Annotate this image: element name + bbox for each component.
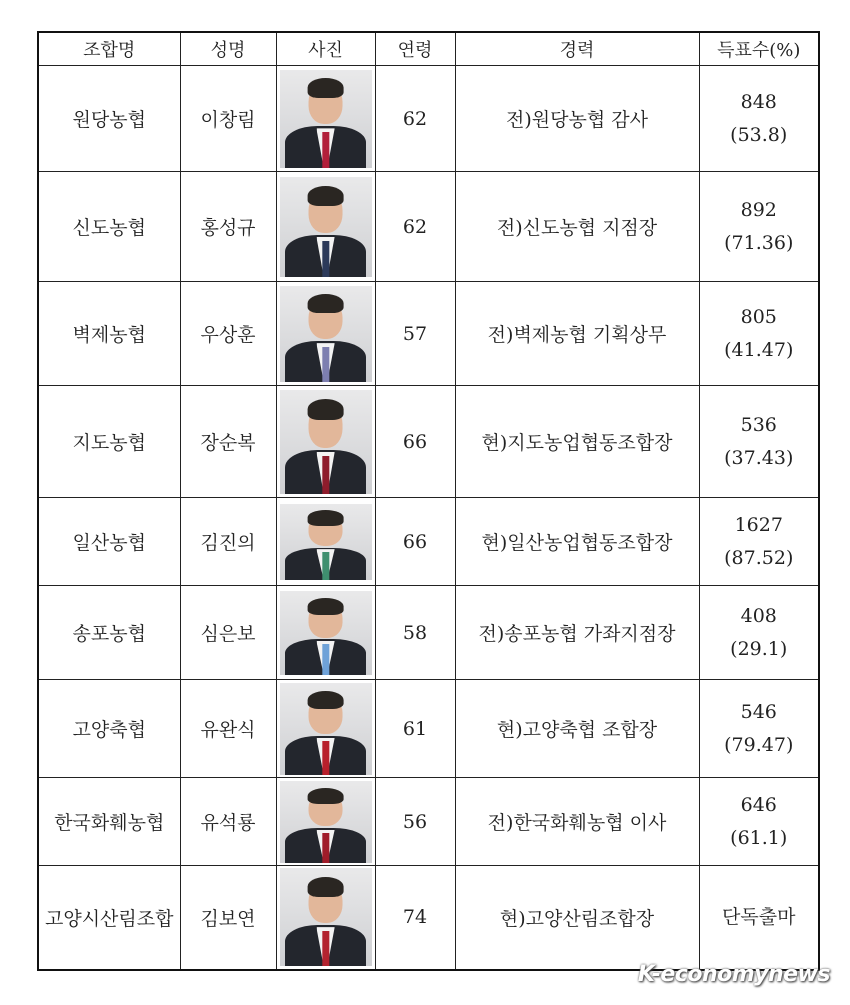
union-name: 벽제농협 [38, 282, 180, 386]
vote-percent: (41.47) [724, 338, 794, 361]
photo-cell [276, 386, 375, 498]
candidate-photo [280, 591, 372, 675]
table-row [38, 172, 819, 282]
candidate-age: 58 [375, 586, 455, 680]
vote-number: 646 [740, 793, 777, 816]
photo-cell [276, 66, 375, 172]
header-age: 연령 [375, 32, 455, 66]
vote-count [699, 66, 819, 172]
candidate-age: 66 [375, 498, 455, 586]
candidate-photo [280, 781, 372, 863]
candidate-age: 57 [375, 282, 455, 386]
candidate-age: 56 [375, 778, 455, 866]
candidate-name: 김진의 [180, 498, 276, 586]
vote-count [699, 778, 819, 866]
table-row [38, 680, 819, 778]
candidate-name: 심은보 [180, 586, 276, 680]
candidate-career: 현)지도농업협동조합장 [455, 386, 699, 498]
union-name: 고양시산림조합 [38, 866, 180, 970]
header-name: 성명 [180, 32, 276, 66]
header-votes: 득표수(%) [699, 32, 819, 66]
union-name: 일산농협 [38, 498, 180, 586]
candidate-age: 61 [375, 680, 455, 778]
candidate-photo [280, 390, 372, 494]
photo-cell [276, 778, 375, 866]
photo-cell [276, 586, 375, 680]
vote-percent: (71.36) [724, 231, 794, 254]
candidate-career: 전)원당농협 감사 [455, 66, 699, 172]
candidate-career: 현)고양축협 조합장 [455, 680, 699, 778]
candidate-career: 전)송포농협 가좌지점장 [455, 586, 699, 680]
candidate-name: 유완식 [180, 680, 276, 778]
candidate-career: 현)일산농업협동조합장 [455, 498, 699, 586]
candidate-photo [280, 70, 372, 168]
vote-percent: (29.1) [730, 637, 788, 660]
vote-number: 1627 [734, 513, 783, 536]
table-row [38, 778, 819, 866]
candidate-photo [280, 504, 372, 580]
vote-percent: (53.8) [730, 123, 788, 146]
election-results-table [37, 31, 820, 971]
table-row [38, 66, 819, 172]
vote-percent: (87.52) [724, 546, 794, 569]
table-row [38, 866, 819, 970]
header-career: 경력 [455, 32, 699, 66]
table-header-row [38, 32, 819, 66]
union-name: 원당농협 [38, 66, 180, 172]
vote-count [699, 866, 819, 970]
candidate-name: 장순복 [180, 386, 276, 498]
candidate-photo [280, 683, 372, 775]
vote-number: 536 [740, 413, 777, 436]
candidate-age: 62 [375, 66, 455, 172]
candidate-name: 이창림 [180, 66, 276, 172]
vote-count [699, 586, 819, 680]
candidate-age: 66 [375, 386, 455, 498]
vote-number: 805 [740, 305, 777, 328]
vote-number: 848 [740, 90, 777, 113]
photo-cell [276, 282, 375, 386]
vote-count [699, 498, 819, 586]
union-name: 지도농협 [38, 386, 180, 498]
union-name: 고양축협 [38, 680, 180, 778]
header-photo: 사진 [276, 32, 375, 66]
table-row [38, 386, 819, 498]
vote-number: 546 [740, 700, 777, 723]
candidate-career: 전)한국화훼농협 이사 [455, 778, 699, 866]
vote-percent: (79.47) [724, 733, 794, 756]
header-union: 조합명 [38, 32, 180, 66]
candidate-photo [280, 868, 372, 966]
candidate-name: 우상훈 [180, 282, 276, 386]
candidate-career: 전)신도농협 지점장 [455, 172, 699, 282]
union-name: 신도농협 [38, 172, 180, 282]
candidate-name: 김보연 [180, 866, 276, 970]
vote-number: 408 [740, 604, 777, 627]
photo-cell [276, 172, 375, 282]
candidate-career: 전)벽제농협 기획상무 [455, 282, 699, 386]
photo-cell [276, 866, 375, 970]
photo-cell [276, 498, 375, 586]
table-row [38, 498, 819, 586]
candidate-name: 유석룡 [180, 778, 276, 866]
vote-percent: (61.1) [730, 826, 788, 849]
candidate-name: 홍성규 [180, 172, 276, 282]
union-name: 송포농협 [38, 586, 180, 680]
vote-count [699, 172, 819, 282]
vote-count [699, 282, 819, 386]
candidate-career: 현)고양산림조합장 [455, 866, 699, 970]
candidate-photo [280, 177, 372, 277]
table-row [38, 586, 819, 680]
vote-count [699, 680, 819, 778]
vote-number: 단독출마 [722, 905, 796, 928]
vote-count [699, 386, 819, 498]
candidate-age: 62 [375, 172, 455, 282]
photo-cell [276, 680, 375, 778]
watermark-logo: K-economynews [637, 962, 830, 987]
vote-percent: (37.43) [724, 446, 794, 469]
candidate-photo [280, 286, 372, 382]
union-name: 한국화훼농협 [38, 778, 180, 866]
table-row [38, 282, 819, 386]
vote-number: 892 [740, 198, 777, 221]
candidate-age: 74 [375, 866, 455, 970]
